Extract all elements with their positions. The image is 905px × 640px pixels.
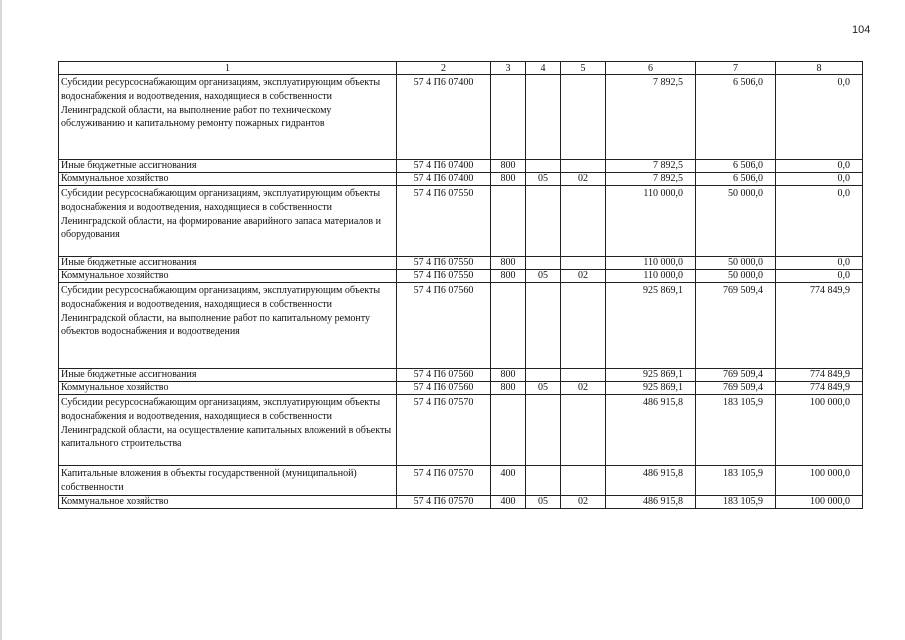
subsection-code (561, 186, 606, 257)
amount-col-8: 0,0 (776, 186, 863, 257)
section-code (526, 395, 561, 466)
table-row (59, 186, 863, 257)
expense-type: 400 (491, 466, 526, 496)
column-number: 6 (606, 62, 696, 75)
section-code: 05 (526, 173, 561, 186)
table-row (59, 283, 863, 369)
amount-col-7: 769 509,4 (696, 382, 776, 395)
expense-type: 800 (491, 270, 526, 283)
table-row (59, 382, 863, 395)
target-article-code: 57 4 П6 07560 (397, 382, 491, 395)
amount-col-8: 0,0 (776, 257, 863, 270)
target-article-code: 57 4 П6 07560 (397, 369, 491, 382)
amount-col-6: 7 892,5 (606, 173, 696, 186)
amount-col-7: 769 509,4 (696, 369, 776, 382)
amount-col-7: 6 506,0 (696, 173, 776, 186)
amount-col-6: 110 000,0 (606, 257, 696, 270)
amount-col-8: 0,0 (776, 75, 863, 160)
amount-col-6: 486 915,8 (606, 466, 696, 496)
expense-type: 400 (491, 495, 526, 508)
target-article-code: 57 4 П6 07570 (397, 395, 491, 466)
subsection-code (561, 369, 606, 382)
section-code (526, 283, 561, 369)
amount-col-7: 183 105,9 (696, 495, 776, 508)
row-description: Субсидии ресурсоснабжающим организациям, эксплуатирующим объекты водоснабжения и водоотведения, находящиеся в собственности Ленинградской области, на выполнение работ по техническому обслуживанию и капитальному ремонту пожарных гидрантов (59, 75, 397, 160)
row-description: Иные бюджетные ассигнования (59, 160, 397, 173)
expense-type (491, 395, 526, 466)
amount-col-8: 100 000,0 (776, 466, 863, 496)
subsection-code (561, 395, 606, 466)
section-code (526, 75, 561, 160)
subsection-code (561, 75, 606, 160)
target-article-code: 57 4 П6 07570 (397, 466, 491, 496)
amount-col-8: 774 849,9 (776, 369, 863, 382)
row-description: Коммунальное хозяйство (59, 173, 397, 186)
subsection-code: 02 (561, 173, 606, 186)
amount-col-8: 0,0 (776, 160, 863, 173)
target-article-code: 57 4 П6 07550 (397, 257, 491, 270)
subsection-code: 02 (561, 382, 606, 395)
row-description: Иные бюджетные ассигнования (59, 369, 397, 382)
target-article-code: 57 4 П6 07550 (397, 270, 491, 283)
column-number: 7 (696, 62, 776, 75)
amount-col-6: 925 869,1 (606, 283, 696, 369)
target-article-code: 57 4 П6 07550 (397, 186, 491, 257)
column-number: 3 (491, 62, 526, 75)
amount-col-8: 0,0 (776, 173, 863, 186)
expense-type (491, 283, 526, 369)
column-number-row (59, 62, 863, 75)
column-number: 8 (776, 62, 863, 75)
expense-type: 800 (491, 160, 526, 173)
section-code (526, 466, 561, 496)
column-number: 1 (59, 62, 397, 75)
section-code (526, 257, 561, 270)
row-description: Иные бюджетные ассигнования (59, 257, 397, 270)
amount-col-7: 183 105,9 (696, 395, 776, 466)
target-article-code: 57 4 П6 07560 (397, 283, 491, 369)
table-row (59, 257, 863, 270)
amount-col-7: 50 000,0 (696, 270, 776, 283)
expense-type: 800 (491, 173, 526, 186)
subsection-code (561, 466, 606, 496)
subsection-code (561, 257, 606, 270)
amount-col-6: 110 000,0 (606, 270, 696, 283)
expense-type: 800 (491, 382, 526, 395)
amount-col-7: 50 000,0 (696, 186, 776, 257)
amount-col-8: 774 849,9 (776, 283, 863, 369)
amount-col-6: 486 915,8 (606, 495, 696, 508)
table-row (59, 395, 863, 466)
amount-col-8: 100 000,0 (776, 395, 863, 466)
row-description: Субсидии ресурсоснабжающим организациям, эксплуатирующим объекты водоснабжения и водоотведения, находящиеся в собственности Ленинградской области, на выполнение работ по капитальному ремонту объектов водоснабжения и водоотведения (59, 283, 397, 369)
subsection-code (561, 283, 606, 369)
amount-col-6: 925 869,1 (606, 382, 696, 395)
amount-col-8: 100 000,0 (776, 495, 863, 508)
target-article-code: 57 4 П6 07570 (397, 495, 491, 508)
amount-col-7: 6 506,0 (696, 160, 776, 173)
expense-type (491, 75, 526, 160)
section-code: 05 (526, 382, 561, 395)
subsection-code: 02 (561, 270, 606, 283)
budget-table (58, 61, 863, 509)
row-description: Капитальные вложения в объекты государственной (муниципальной) собственности (59, 466, 397, 496)
row-description: Субсидии ресурсоснабжающим организациям, эксплуатирующим объекты водоснабжения и водоотведения, находящиеся в собственности Ленинградской области, на осуществление капитальных вложений в объекты капитального строительства (59, 395, 397, 466)
row-description: Коммунальное хозяйство (59, 382, 397, 395)
section-code (526, 369, 561, 382)
amount-col-7: 50 000,0 (696, 257, 776, 270)
section-code (526, 160, 561, 173)
table-row (59, 495, 863, 508)
amount-col-7: 769 509,4 (696, 283, 776, 369)
target-article-code: 57 4 П6 07400 (397, 173, 491, 186)
row-description: Коммунальное хозяйство (59, 270, 397, 283)
amount-col-6: 7 892,5 (606, 75, 696, 160)
amount-col-6: 7 892,5 (606, 160, 696, 173)
amount-col-7: 183 105,9 (696, 466, 776, 496)
subsection-code: 02 (561, 495, 606, 508)
row-description: Коммунальное хозяйство (59, 495, 397, 508)
table-row (59, 75, 863, 160)
amount-col-8: 774 849,9 (776, 382, 863, 395)
amount-col-6: 925 869,1 (606, 369, 696, 382)
amount-col-6: 486 915,8 (606, 395, 696, 466)
table-row (59, 270, 863, 283)
scan-edge (0, 0, 2, 640)
section-code (526, 186, 561, 257)
subsection-code (561, 160, 606, 173)
page-number: 104 (852, 24, 871, 36)
expense-type: 800 (491, 369, 526, 382)
section-code: 05 (526, 270, 561, 283)
table-row (59, 369, 863, 382)
target-article-code: 57 4 П6 07400 (397, 160, 491, 173)
row-description: Субсидии ресурсоснабжающим организациям, эксплуатирующим объекты водоснабжения и водоотведения, находящиеся в собственности Ленинградской области, на формирование аварийного запаса материалов и оборудования (59, 186, 397, 257)
column-number: 2 (397, 62, 491, 75)
column-number: 5 (561, 62, 606, 75)
amount-col-6: 110 000,0 (606, 186, 696, 257)
expense-type: 800 (491, 257, 526, 270)
column-number: 4 (526, 62, 561, 75)
table-row (59, 160, 863, 173)
target-article-code: 57 4 П6 07400 (397, 75, 491, 160)
amount-col-7: 6 506,0 (696, 75, 776, 160)
section-code: 05 (526, 495, 561, 508)
table-row (59, 466, 863, 496)
expense-type (491, 186, 526, 257)
amount-col-8: 0,0 (776, 270, 863, 283)
table-row (59, 173, 863, 186)
